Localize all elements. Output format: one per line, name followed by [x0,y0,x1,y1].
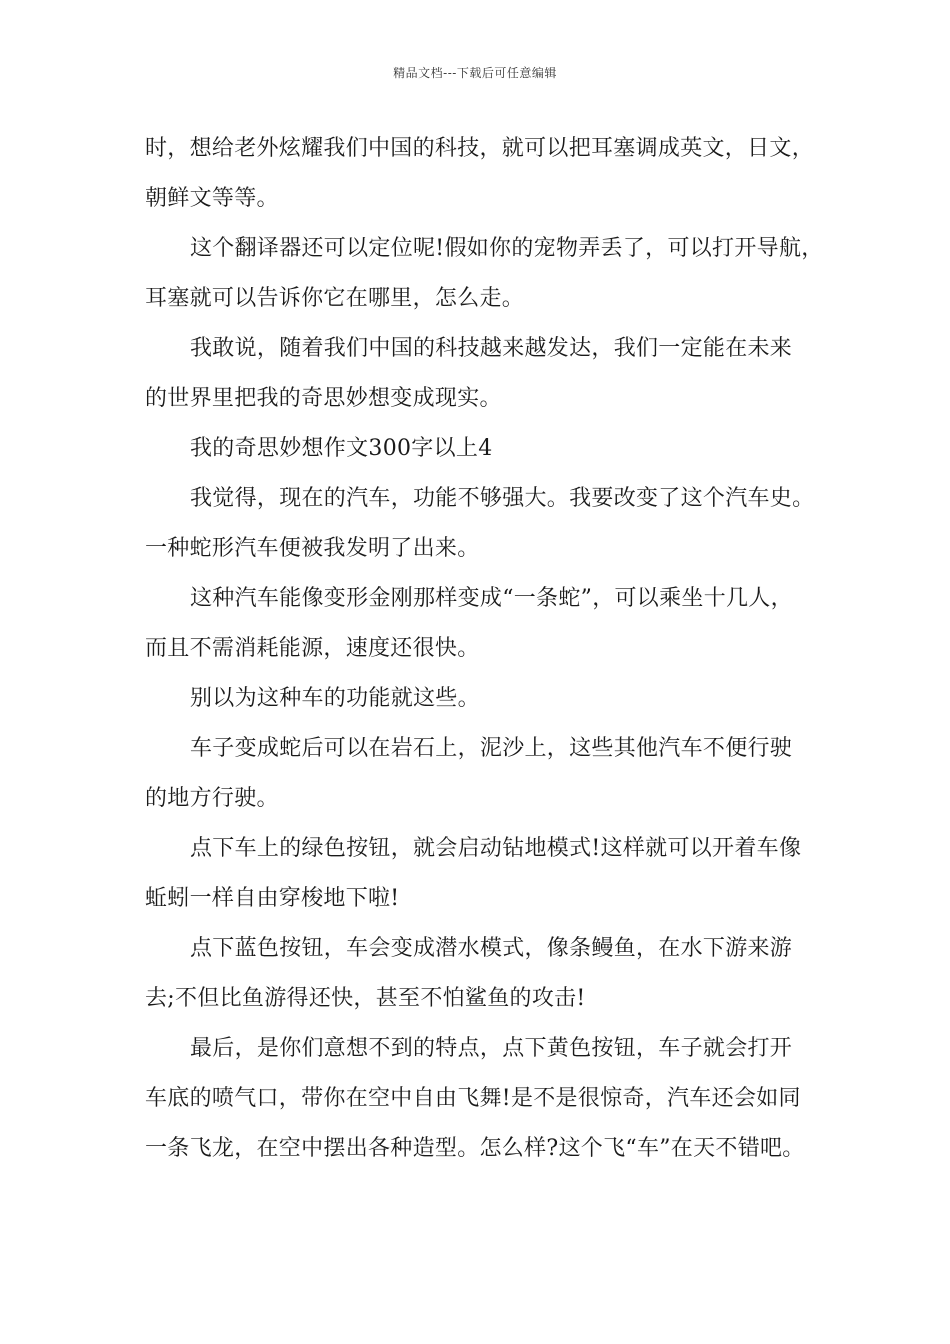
text-line: 而且不需消耗能源，速度还很快。 [145,636,480,661]
text-line: 的地方行驶。 [145,786,279,811]
text-line: 时，想给老外炫耀我们中国的科技，就可以把耳塞调成英文，日文， [145,136,815,161]
text-line: 耳塞就可以告诉你它在哪里，怎么走。 [145,286,525,311]
text-line: 车子变成蛇后可以在岩石上，泥沙上，这些其他汽车不便行驶 [190,736,793,761]
text-line: 这种汽车能像变形金刚那样变成“一条蛇”，可以乘坐十几人， [190,586,793,611]
text-line: 一条飞龙，在空中摆出各种造型。怎么样?这个飞“车”在天不错吧。 [145,1136,805,1161]
text-line: 别以为这种车的功能就这些。 [190,686,480,711]
text-line: 我觉得，现在的汽车，功能不够强大。我要改变了这个汽车史。 [190,486,815,511]
text-line: 一种蛇形汽车便被我发明了出来。 [145,536,480,561]
text-line: 去;不但比鱼游得还快，甚至不怕鲨鱼的攻击! [145,986,586,1011]
text-line: 我敢说，随着我们中国的科技越来越发达，我们一定能在未来 [190,336,793,361]
text-line: 这个翻译器还可以定位呢!假如你的宠物弄丢了，可以打开导航， [190,236,824,261]
text-line: 点下车上的绿色按钮，就会启动钻地模式!这样就可以开着车像 [190,836,802,861]
text-line: 的世界里把我的奇思妙想变成现实。 [145,386,502,411]
text-line: 朝鲜文等等。 [145,186,279,211]
document-body [145,124,825,1174]
text-line: 车底的喷气口，带你在空中自由飞舞!是不是很惊奇，汽车还会如同 [145,1086,801,1111]
page-header: 精品文档---下载后可任意编辑 [393,66,557,80]
text-line: 最后，是你们意想不到的特点，点下黄色按钮，车子就会打开 [190,1036,793,1061]
text-line: 点下蓝色按钮，车会变成潜水模式，像条鳗鱼，在水下游来游 [190,936,793,961]
text-line: 蚯蚓一样自由穿梭地下啦! [145,886,400,911]
section-heading: 我的奇思妙想作文300字以上4 [190,436,493,461]
